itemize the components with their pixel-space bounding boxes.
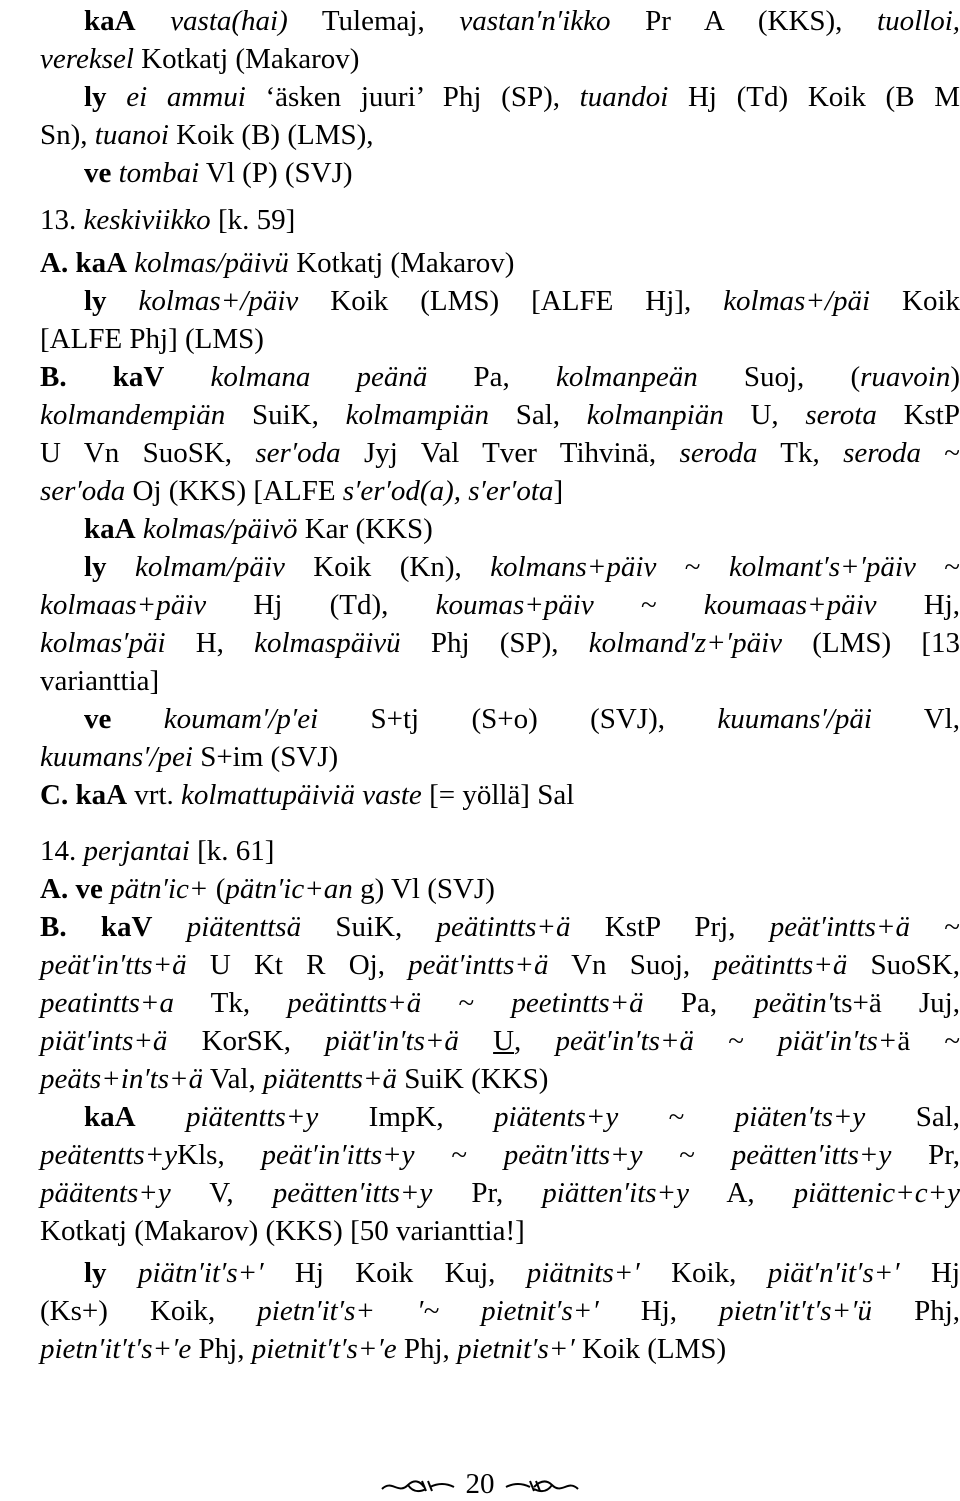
text-line: kolmandempiän SuiK, kolmampiän Sal, kolmanpiän U, serota KstP — [40, 399, 960, 431]
text-line: peatintts+a Tk, peätintts+ä ~ peetintts+ä Pa, peätin′ts+ä Juj, — [40, 987, 960, 1019]
entry-heading — [40, 832, 274, 870]
ornament-right-icon — [502, 1475, 582, 1497]
text-line: ly kolmas+/päiv Koik (LMS) [ALFE Hj], kolmas+/päi Koik — [84, 285, 960, 317]
text-line: päätents+y V, peätten′itts+y Pr, piätten′its+y A, piättenic+c+y — [40, 1177, 960, 1209]
text-line: peät′in′tts+ä U Kt R Oj, peät′intts+ä Vn Suoj, peätintts+ä SuoSK, — [40, 949, 960, 981]
text-line: Sn), tuanoi Koik (B) (LMS), — [40, 119, 374, 151]
text-line: U Vn SuoSK, ser′oda Jyj Val Tver Tihvinä, seroda Tk, seroda ~ — [40, 437, 960, 469]
text-line: kolmaas+päiv Hj (Td), koumas+päiv ~ koumaas+päiv Hj, — [40, 589, 960, 621]
text-line: B. kaV piätenttsä SuiK, peätintts+ä KstP Prj, peät′intts+ä ~ — [40, 911, 960, 943]
text-line: ve koumam′/p′ei S+tj (S+o) (SVJ), kuumans′/päi Vl, — [84, 703, 960, 735]
text-line: ly piätn′it′s+′ Hj Koik Kuj, piätnits+′ Koik, piät′n′it′s+′ Hj — [84, 1257, 960, 1289]
entry-number: 14. — [40, 835, 77, 867]
text-line: vereksel Kotkatj (Makarov) — [40, 43, 360, 75]
text-line: varianttia] — [40, 665, 160, 697]
text-line: ly kolmam/päiv Koik (Kn), kolmans+päiv ~ kolmant′s+′päiv ~ — [84, 551, 960, 583]
ornament-left-icon — [378, 1475, 458, 1497]
text-line: A. ve pätn′ic+ (pätn′ic+an g) Vl (SVJ) — [40, 873, 495, 905]
page-footer — [0, 1468, 960, 1501]
entry-number: 13. — [40, 204, 77, 236]
text-line: (Ks+) Koik, pietn′it′s+ ′~ pietnit′s+′ Hj, pietn′it′t′s+′ü Phj, — [40, 1295, 960, 1327]
entry-ref: [k. 61] — [197, 835, 275, 867]
text-line: kolmas′päi H, kolmaspäivü Phj (SP), kolmand′z+′päiv (LMS) [13 — [40, 627, 960, 659]
text-line: C. kaA vrt. kolmattupäiviä vaste [= yöllä] Sal — [40, 779, 575, 811]
text-line: ve tombai Vl (P) (SVJ) — [84, 157, 353, 189]
text-line: ser′oda Oj (KKS) [ALFE s′er′od(a), s′er′ota] — [40, 475, 564, 507]
text-line: kaA vasta(hai) Tulemaj, vastan′n′ikko Pr A (KKS), tuolloi, — [84, 5, 960, 37]
text-line: piät′ints+ä KorSK, piät′in′ts+ä U, peät′in′ts+ä ~ piät′in′ts+ä ~ — [40, 1025, 960, 1057]
page-number: 20 — [465, 1468, 495, 1500]
text-line: ly ei ammui ‘äsken juuri’ Phj (SP), tuandoi Hj (Td) Koik (B M — [84, 81, 960, 113]
entry-heading — [40, 201, 295, 239]
text-line: pietn′it′t′s+′e Phj, pietnit′t′s+′e Phj, pietnit′s+′ Koik (LMS) — [40, 1333, 727, 1365]
text-line: B. kaV kolmana peänä Pa, kolmanpeän Suoj, (ruavoin) — [40, 361, 960, 393]
text-line: kuumans′/pei S+im (SVJ) — [40, 741, 339, 773]
text-line: peätentts+yKls, peät′in′itts+y ~ peätn′itts+y ~ peätten′itts+y Pr, — [40, 1139, 960, 1171]
text-line: Kotkatj (Makarov) (KKS) [50 varianttia!] — [40, 1215, 525, 1247]
text-line: peäts+in′ts+ä Val, piätentts+ä SuiK (KKS) — [40, 1063, 549, 1095]
entry-ref: [k. 59] — [217, 204, 296, 236]
text-line: kaA kolmas/päivö Kar (KKS) — [84, 513, 433, 545]
entry-word: perjantai — [83, 835, 190, 867]
entry-word: keskiviikko — [83, 204, 211, 236]
text-line: kaA piätentts+y ImpK, piätents+y ~ piäten′ts+y Sal, — [84, 1101, 960, 1133]
text-line: [ALFE Phj] (LMS) — [40, 323, 264, 355]
text-line: A. kaA kolmas/päivü Kotkatj (Makarov) — [40, 247, 515, 279]
